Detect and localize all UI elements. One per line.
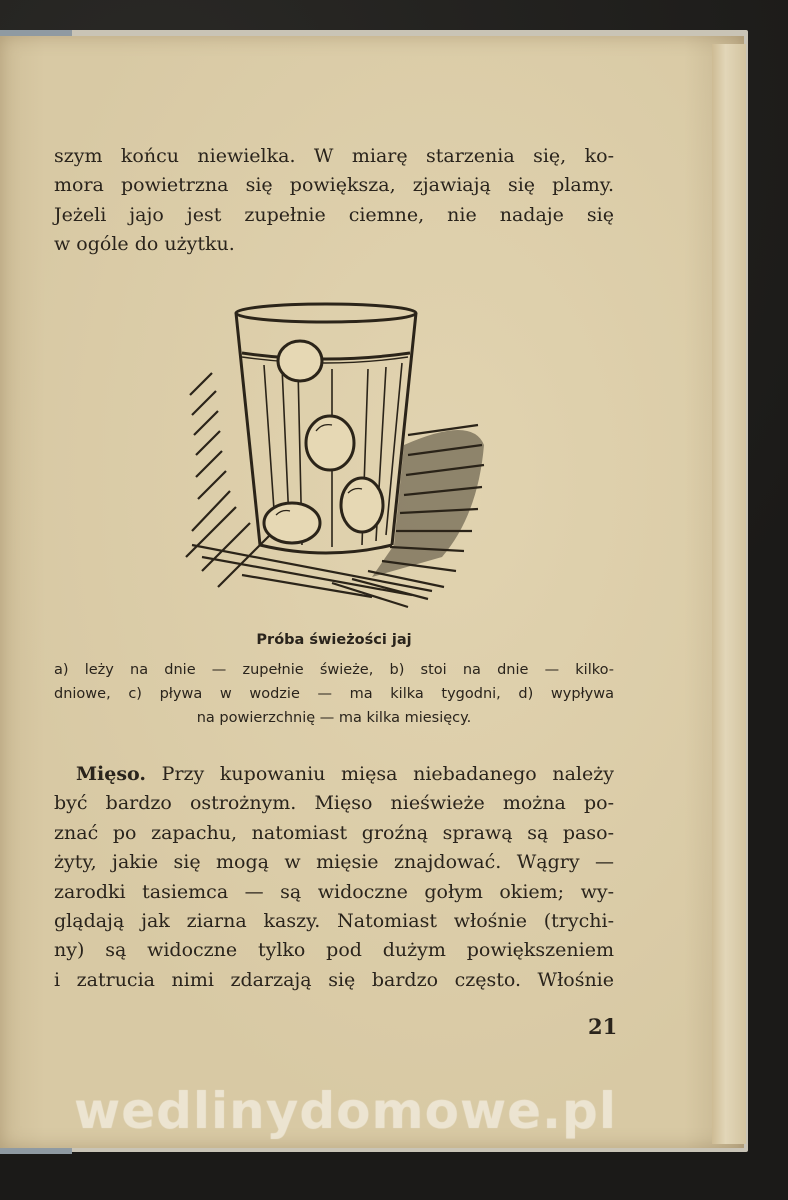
- watermark: wedlinydomowe.pl: [74, 1082, 617, 1140]
- text-line: ny) są widoczne tylko pod dużym powiększeniem: [54, 939, 614, 962]
- text-line: szym końcu niewielka. W miarę starzenia się, ko-: [54, 145, 614, 167]
- text-line-rest: Przy kupowaniu mięsa niebadanego należy: [161, 763, 614, 785]
- text-line: żyty, jakie się mogą w mięsie znajdować. Wągry —: [54, 851, 614, 874]
- caption-line: a) leży na dnie — zupełnie świeże, b) stoi na dnie — kilko-: [54, 662, 614, 678]
- page-edge: [712, 44, 746, 1144]
- text-line: w ogóle do użytku.: [54, 233, 235, 256]
- text-line: i zatrucia nimi zdarzają się bardzo często. Włośnie: [54, 968, 614, 991]
- text-line: znać po zapachu, natomiast groźną sprawą są paso-: [54, 821, 614, 844]
- section-heading: Mięso.: [76, 763, 146, 785]
- text-line: być bardzo ostrożnym. Mięso nieświeże można po-: [54, 792, 614, 815]
- text-line: Jeżeli jajo jest zupełnie ciemne, nie nadaje się: [54, 203, 614, 226]
- text-line: mora powietrzna się powiększa, zjawiają się plamy.: [54, 174, 614, 197]
- page-number: 21: [588, 1014, 618, 1039]
- meat-paragraph: [54, 760, 614, 995]
- egg-freshness-illustration: [172, 295, 492, 613]
- text-line: zarodki tasiemca — są widoczne gołym okiem; wy-: [54, 880, 614, 903]
- top-paragraph: [54, 142, 614, 260]
- figure-title: Próba świeżości jaj: [256, 632, 412, 648]
- caption-line: dniowe, c) pływa w wodzie — ma kilka tygodni, d) wypływa: [54, 686, 614, 702]
- caption-line: na powierzchnię — ma kilka miesięcy.: [196, 710, 472, 726]
- text-line: [54, 760, 614, 789]
- text-line: glądają jak ziarna kaszy. Natomiast włośnie (trychi-: [54, 910, 614, 933]
- figure-caption: [54, 658, 614, 730]
